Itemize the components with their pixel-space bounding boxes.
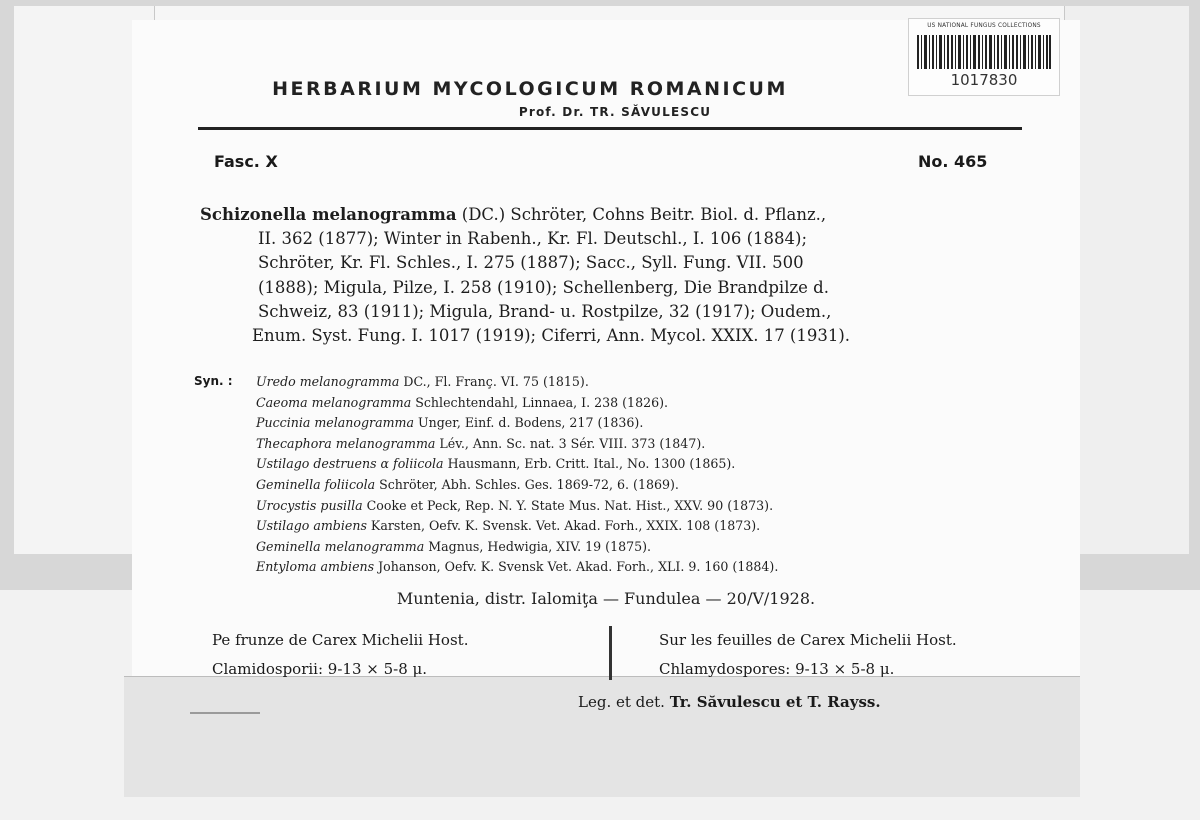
sticker-institution: US NATIONAL FUNGUS COLLECTIONS [927, 23, 1041, 29]
synonym-reference: Schröter, Abh. Schles. Ges. 1869-72, 6. (1869). [375, 476, 679, 492]
exsiccata-number: No. 465 [918, 152, 988, 171]
synonym-name: Caeoma melanogramma [256, 394, 412, 410]
synonym-name: Geminella foliicola [256, 476, 376, 492]
synonym-item [256, 413, 1036, 434]
species-citation [200, 203, 1030, 348]
catalog-number: 1017830 [950, 71, 1018, 89]
synonyms-label: Syn. : [194, 374, 233, 388]
citation-line-1 [200, 203, 1030, 227]
synonym-list [256, 372, 1036, 578]
column-divider [609, 626, 612, 680]
citation-text: (DC.) Schröter, Cohns Beitr. Biol. d. Pflanz., [456, 205, 827, 224]
synonym-reference: Lév., Ann. Sc. nat. 3 Sér. VIII. 373 (1847). [435, 435, 706, 451]
specimen-label [132, 20, 1080, 680]
synonym-item [256, 516, 1036, 537]
spores-ro-line: Clamidosporii: 9-13 × 5-8 μ. [212, 660, 428, 678]
citation-line-4: (1888); Migula, Pilze, I. 258 (1910); Schellenberg, Die Brandpilze d. [258, 277, 829, 297]
envelope-right-fold [1064, 6, 1189, 554]
spores-fr-line: Chlamydospores: 9-13 × 5-8 μ. [659, 660, 895, 678]
host-romanian [212, 626, 468, 684]
species-name: Schizonella melanogramma [200, 205, 457, 224]
synonym-item [256, 557, 1036, 578]
host-ro-line: Pe frunze de Carex Michelii Host. [212, 631, 469, 649]
synonym-item [256, 475, 1036, 496]
citation-line-2: II. 362 (1877); Winter in Rabenh., Kr. Fl. Deutschl., I. 106 (1884); [258, 229, 808, 249]
synonym-reference: Schlechtendahl, Linnaea, I. 238 (1826). [411, 394, 669, 410]
collectors-prefix: Leg. et det. [578, 693, 670, 711]
synonym-name: Ustilago ambiens [256, 518, 367, 534]
synonym-reference: Hausmann, Erb. Critt. Ital., No. 1300 (1865). [443, 456, 736, 472]
synonym-reference: Karsten, Oefv. K. Svensk. Vet. Akad. Forh., XXIX. 108 (1873). [366, 518, 761, 534]
citation-line-3: Schröter, Kr. Fl. Schles., I. 275 (1887); Sacc., Syll. Fung. VII. 500 [258, 253, 804, 273]
host-fr-line: Sur les feuilles de Carex Michelii Host. [659, 631, 957, 649]
synonym-item [256, 496, 1036, 517]
synonym-item [256, 537, 1036, 558]
herbarium-director: Prof. Dr. TR. SĂVULESCU [518, 105, 712, 119]
collection-locality: Muntenia, distr. Ialomiţa — Fundulea — 20/V/1928. [396, 589, 816, 608]
synonym-reference: Johanson, Oefv. K. Svensk Vet. Akad. Forh., XLI. 9. 160 (1884). [374, 559, 779, 575]
synonym-reference: Magnus, Hedwigia, XIV. 19 (1875). [424, 538, 652, 554]
collectors-names: Tr. Săvulescu et T. Rayss. [669, 693, 881, 711]
synonym-name: Urocystis pusilla [256, 497, 363, 513]
synonym-item [256, 393, 1036, 414]
host-french [659, 626, 957, 684]
synonym-reference: Cooke et Peck, Rep. N. Y. State Mus. Nat. Hist., XXV. 90 (1873). [362, 497, 774, 513]
header-rule [198, 127, 1022, 130]
synonym-name: Puccinia melanogramma [256, 415, 414, 431]
citation-line-5: Schweiz, 83 (1911); Migula, Brand- u. Rostpilze, 32 (1917); Oudem., [258, 301, 832, 321]
synonym-name: Entyloma ambiens [256, 559, 375, 575]
synonym-name: Uredo melanogramma [256, 374, 400, 389]
collectors-line [578, 693, 881, 711]
synonym-name: Thecaphora melanogramma [256, 435, 436, 451]
citation-line-6: Enum. Syst. Fung. I. 1017 (1919); Ciferri, Ann. Mycol. XXIX. 17 (1931). [252, 326, 851, 346]
barcode-icon [917, 35, 1051, 69]
faint-pencil-mark [190, 712, 260, 714]
synonym-reference: Unger, Einf. d. Bodens, 217 (1836). [413, 415, 644, 431]
synonym-reference: DC., Fl. Franç. VI. 75 (1815). [399, 374, 589, 389]
fascicle-number: Fasc. X [214, 152, 278, 171]
herbarium-title: HERBARIUM MYCOLOGICUM ROMANICUM [272, 78, 788, 100]
synonym-name: Ustilago destruens α foliicola [256, 456, 444, 472]
synonym-item [256, 454, 1036, 475]
synonym-item [256, 372, 1036, 393]
synonym-item [256, 434, 1036, 455]
synonym-name: Geminella melanogramma [256, 538, 425, 554]
